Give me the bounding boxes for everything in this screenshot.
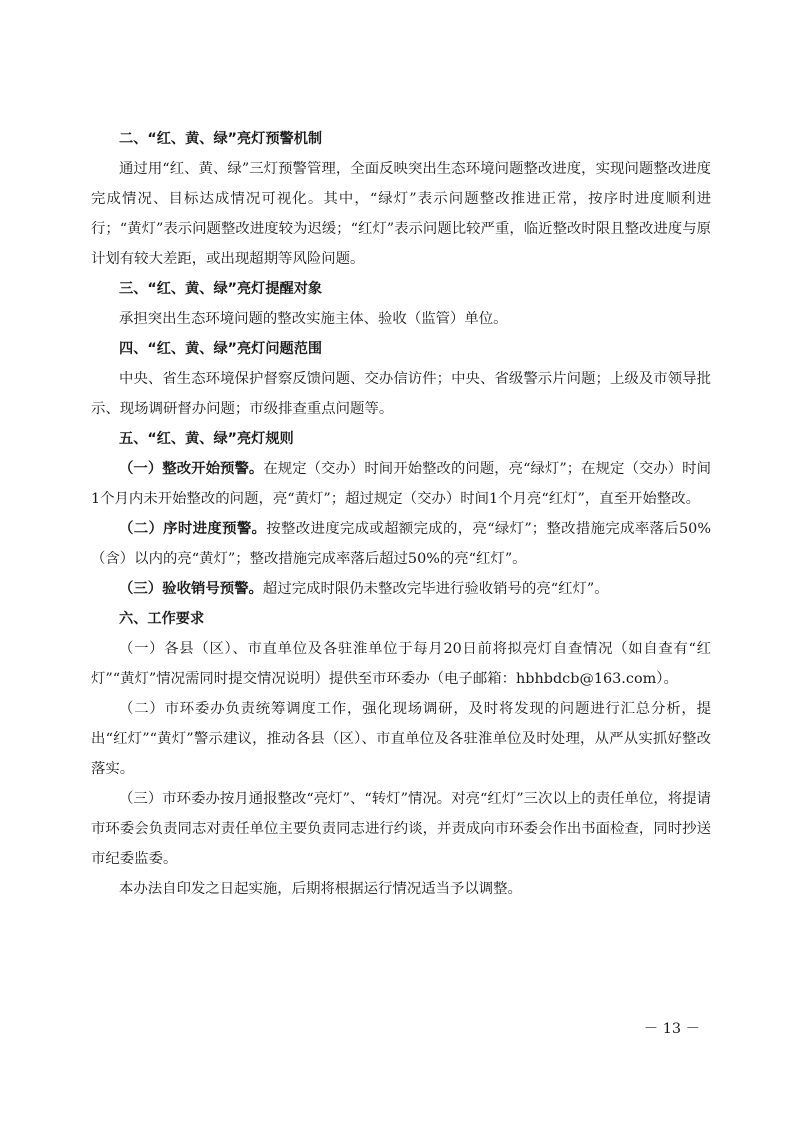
rule-lead: （一）整改开始预警。 [119,461,264,477]
requirement-item: （一）各县（区）、市直单位及各驻淮单位于每月20日前将拟亮灯自查情况（如自查有“红灯”“黄灯”情况需同时提交情况说明）提供至市环委办（电子邮箱：hbhbdcb@163.com）。 [91,641,711,687]
closing-paragraph: 本办法自印发之日起实施，后期将根据运行情况适当予以调整。 [119,881,522,897]
section-heading-4: 四、“红、黄、绿”亮灯问题范围 [119,341,323,357]
rule-text: 按整改进度完成或超额完成的，亮“绿灯”；整改措施完成率落后50%（含）以内的亮“黄灯”；整改措施完成率落后超过50%的亮“红灯”。 [91,521,711,567]
rule-lead: （三）验收销号预警。 [119,581,263,597]
page-number: － 13 － [643,1021,700,1037]
document-body [91,120,711,904]
rule-item [91,514,711,574]
requirement-item: （二）市环委办负责统筹调度工作，强化现场调研，及时将发现的问题进行汇总分析，提出“红灯”“黄灯”警示建议，推动各县（区）、市直单位及各驻淮单位及时处理，从严从实抓好整改落实。 [91,701,711,777]
section-body-2: 通过用“红、黄、绿”三灯预警管理，全面反映突出生态环境问题整改进度，实现问题整改进度完成情况、目标达成情况可视化。其中，“绿灯”表示问题整改推进正常，按序时进度顺利进行；“黄灯”表示问题整改进度较为迟缓；“红灯”表示问题比较严重，临近整改时限且整改进度与原计划有较大差距，或出现超期等风险问题。 [91,161,711,267]
section-body-4: 中央、省生态环境保护督察反馈问题、交办信访件；中央、省级警示片问题；上级及市领导批示、现场调研督办问题；市级排查重点问题等。 [91,371,711,417]
section-body-3: 承担突出生态环境问题的整改实施主体、验收（监管）单位。 [119,311,508,327]
rule-text: 超过完成时限仍未整改完毕进行验收销号的亮“红灯”。 [262,581,609,597]
requirement-item: （三）市环委办按月通报整改“亮灯”、“转灯”情况。对亮“红灯”三次以上的责任单位，将提请市环委会负责同志对责任单位主要负责同志进行约谈，并责成向市环委会作出书面检查，同时抄送市纪委监委。 [91,791,711,867]
rule-lead: （二）序时进度预警。 [119,521,267,537]
section-heading-3: 三、“红、黄、绿”亮灯提醒对象 [119,281,323,297]
section-heading-5: 五、“红、黄、绿”亮灯规则 [119,431,294,447]
rule-text: 在规定（交办）时间开始整改的问题，亮“绿灯”；在规定（交办）时间1个月内未开始整改的问题，亮“黄灯”；超过规定（交办）时间1个月亮“红灯”，直至开始整改。 [91,461,711,507]
section-heading-2: 二、“红、黄、绿”亮灯预警机制 [119,131,323,147]
rule-item [91,454,711,514]
rule-item [91,574,711,604]
section-heading-6: 六、工作要求 [119,611,205,627]
